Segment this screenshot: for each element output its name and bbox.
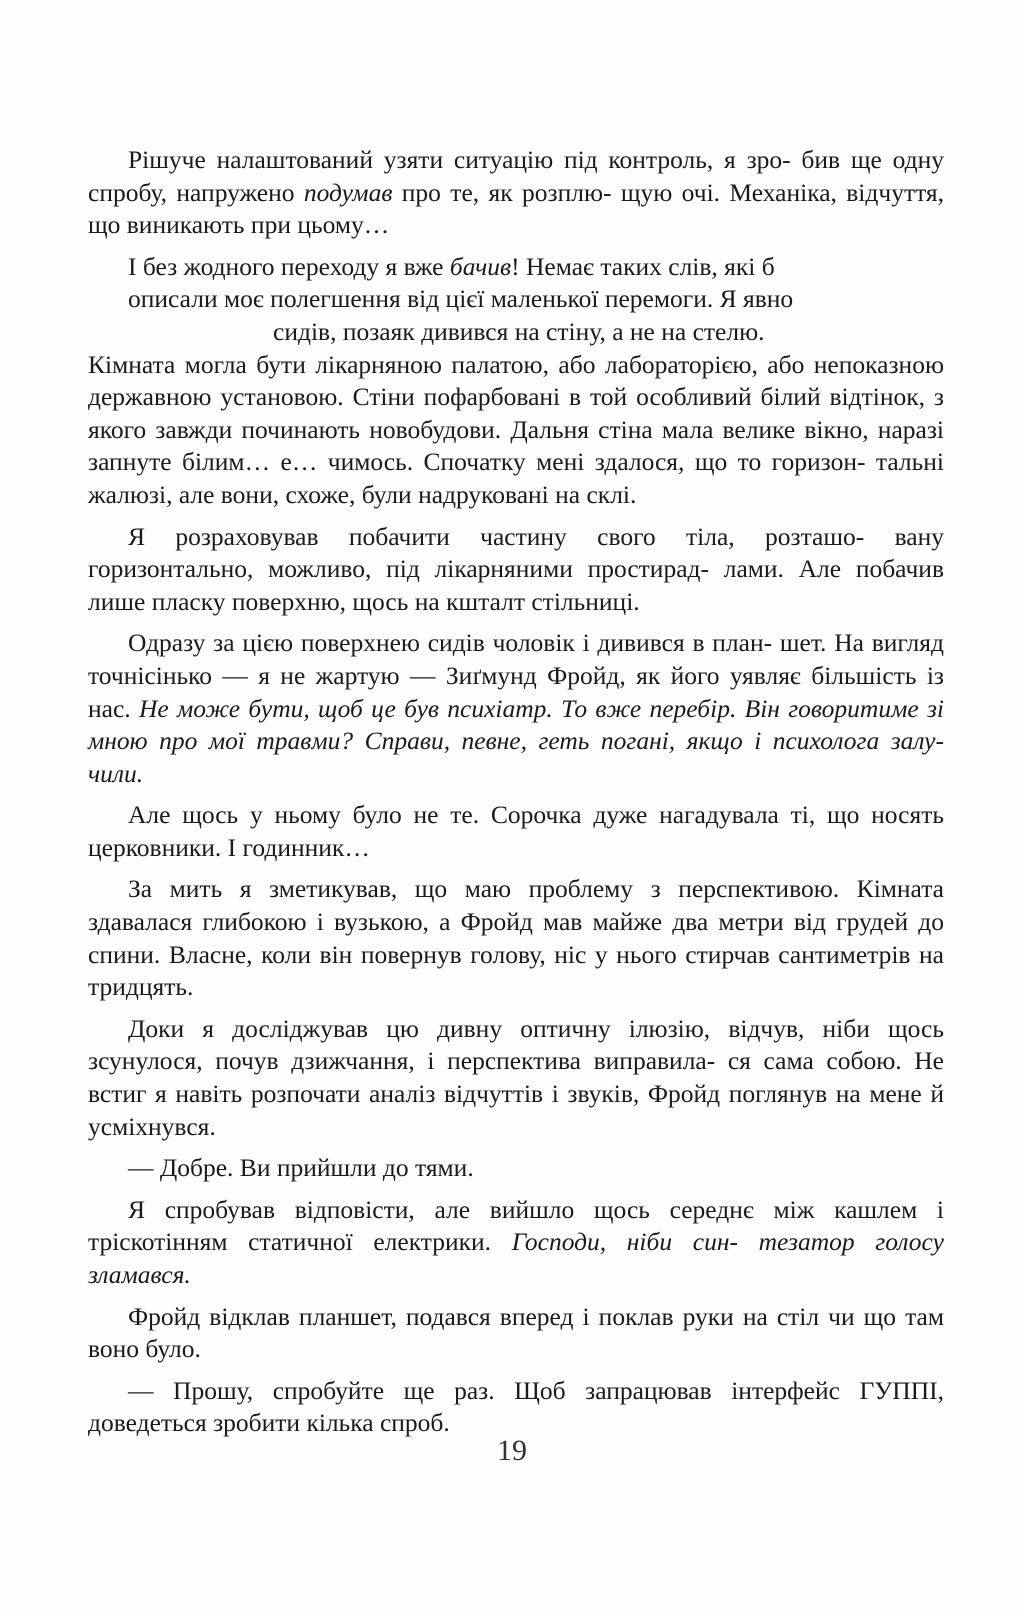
paragraph (88, 873, 944, 1003)
text-segment: ! Немає таких слів, які б (511, 251, 775, 281)
body-text (88, 144, 944, 1449)
page-number: 19 (497, 1434, 527, 1467)
paragraph (88, 1375, 944, 1440)
text-segment: сидів, позаяк дивився на стіну, а не на стелю. (273, 316, 765, 346)
text-segment: — Добре. Ви прийшли до тями. (128, 1153, 474, 1183)
italic-text-segment: бачив (449, 251, 512, 281)
italic-text-segment: подумав (303, 177, 393, 207)
paragraph-continuation (88, 350, 944, 509)
paragraph (88, 1301, 944, 1366)
text-segment: описали моє полегшення від цієї маленької перемоги. Я явно (128, 284, 794, 314)
text-segment: Я розраховував побачити частину свого тіла, розташо- вану горизонтально, можливо, під лікарняними простирад- лами. Але побачив лише пласку поверхню, щось на кшталт стільниці. (88, 521, 944, 616)
italic-text-segment: Господи, ніби син- тезатор голосу зламався. (88, 1227, 944, 1289)
text-line (88, 283, 944, 316)
paragraph (88, 521, 944, 619)
text-segment: — Прошу, спробуйте ще раз. Щоб запрацював інтерфейс ГУППІ, доведеться зробити кілька спроб. (88, 1375, 944, 1438)
text-segment: За мить я зметикував, що маю проблему з перспективою. Кімната здавалася глибокою і вузькою, а Фройд мав майже два метри від грудей до спини. Власне, коли він повернув голову, ніс у нього стирчав сантиметрів на тридцять. (88, 874, 944, 1002)
text-segment: Кімната могла бути лікарняною палатою, або лабораторією, або непоказною державною установою. Стіни пофарбовані в той особливий білий відтінок, з якого завжди починають новобудови. Дальня стіна мала велике вікно, наразі запнуте білим… е… чимось. Спочатку мені здалося, що то горизон- тальні жалюзі, але вони, схоже, були надруковані на склі. (88, 349, 944, 509)
text-segment: Доки я досліджував цю дивну оптичну ілюзію, відчув, ніби щось зсунулося, почув дзижчання, і перспектива виправила- ся сама собою. Не встиг я навіть розпочати аналіз відчуттів і звуків, Фройд поглянув на мене й усміхнувся. (88, 1013, 944, 1141)
text-segment: Одразу за цією поверхнею сидів чоловік і дивився в план- шет. На вигляд точнісінько — я не жартую — Зиґмунд Фройд, як його уявляє більшість із нас. (88, 628, 944, 723)
paragraph (88, 1152, 944, 1185)
italic-text-segment: Не може бути, щоб це був психіатр. То вже перебір. Він говоритиме зі мною про мої травми? Справи, певне, геть погані, якщо і психолога залу- чили. (88, 693, 944, 788)
paragraph (88, 799, 944, 864)
paragraph (88, 144, 944, 242)
paragraph (88, 1013, 944, 1143)
text-segment: Але щось у ньому було не те. Сорочка дуже нагадувала ті, що носять церковники. І годинник… (88, 800, 944, 862)
text-segment: І без жодного переходу я вже (128, 251, 450, 281)
text-segment: Рішуче налаштований узяти ситуацію під контроль, я зро- бив ще одну спробу, напружено (88, 145, 944, 207)
paragraph (88, 251, 944, 512)
paragraph (88, 1194, 944, 1292)
text-segment: про те, як розплю- щую очі. Механіка, відчуття, що виникають при цьому… (88, 177, 944, 240)
text-segment: Я спробував відповісти, але вийшло щось середнє між кашлем і тріскотінням статичної електрики. (88, 1194, 944, 1257)
text-segment: Фройд відклав планшет, подався вперед і поклав руки на стіл чи що там воно було. (88, 1301, 944, 1364)
text-line (88, 251, 944, 284)
paragraph (88, 627, 944, 790)
text-line (88, 316, 944, 349)
